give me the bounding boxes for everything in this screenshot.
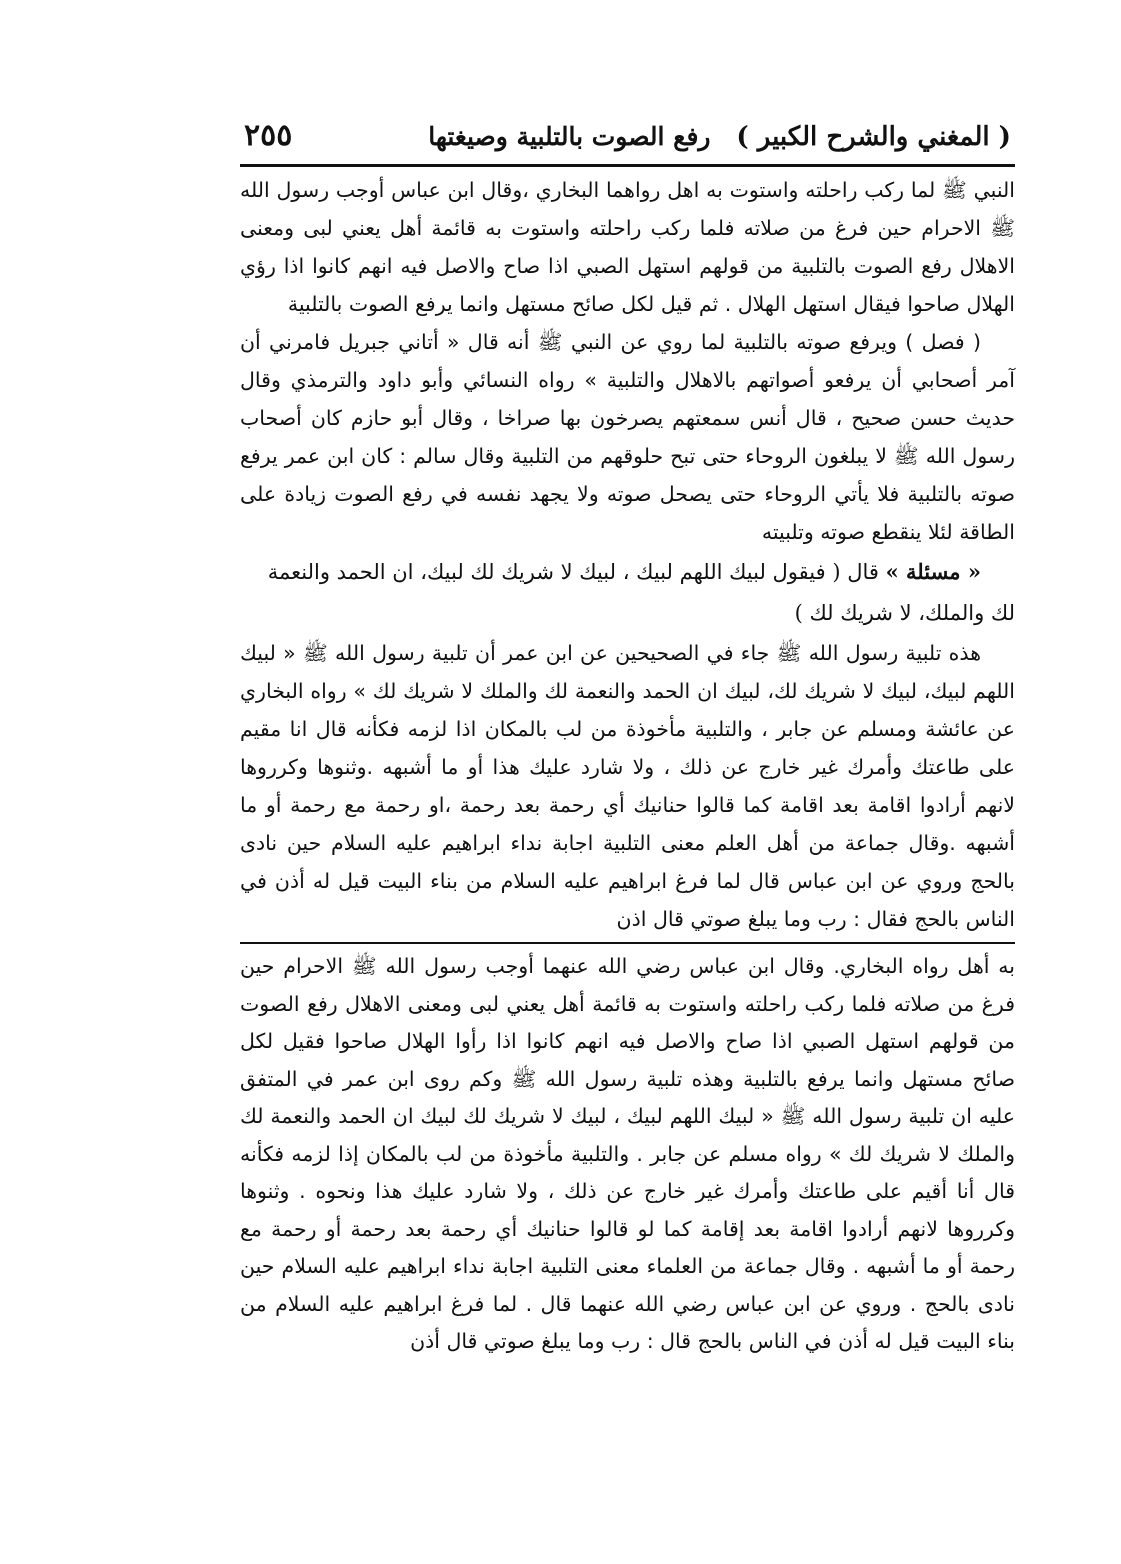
- paragraph-1: النبي ﷺ لما ركب راحلته واستوت به اهل رواهما البخاري ،وقال ابن عباس أوجب رسول الله ﷺ الاحرام حين فرغ من صلاته فلما ركب راحلته واستوت به قائمة أهل يعني لبى ومعنى الاهلال رفع الصوت بالتلبية من قولهم استهل الصبي اذا صاح والاصل فيه انهم كانوا اذا رؤي الهلال صاحوا فيقال استهل الهلال . ثم قيل لكل صائح مستهل وانما يرفع الصوت بالتلبية: [240, 178, 1015, 316]
- masala-marker: « مسئلة »: [885, 559, 981, 584]
- page-number: ٢٥٥: [244, 118, 293, 153]
- section-title: رفع الصوت بالتلبية وصيغتها: [428, 122, 711, 151]
- paragraph-2: ( فصل ) ويرفع صوته بالتلبية لما روي عن النبي ﷺ أنه قال « أتاني جبريل فامرني أن آمر أصحابي أن يرفعو أصواتهم بالاهلال والتلبية » رواه النسائي وأبو داود والترمذي وقال حديث حسن صحيح ، قال أنس سمعتهم يصرخون بها صراخا ، وقال أبو حازم كان أصحاب رسول الله ﷺ لا يبلغون الروحاء حتى تبح حلوقهم من التلبية وقال سالم : كان ابن عمر يرفع صوته بالتلبية فلا يأتي الروحاء حتى يصحل صوته ولا يجهد نفسه في رفع الصوت زيادة على الطاقة لئلا ينقطع صوته وتلبيته: [240, 330, 1015, 544]
- page-header: [240, 118, 1015, 164]
- masala-text: قال ( فيقول لبيك اللهم لبيك ، لبيك لا شريك لك لبيك، ان الحمد والنعمة لك والملك، لا شريك لك ): [267, 560, 1015, 625]
- book-title: ( المغني والشرح الكبير ): [736, 122, 1011, 152]
- masala-block: [240, 551, 1015, 634]
- footnote-text: به أهل رواه البخاري. وقال ابن عباس رضي الله عنهما أوجب رسول الله ﷺ الاحرام حين فرغ من صلاته فلما ركب راحلته واستوت به قائمة أهل يعني لبى ومعنى الاهلال رفع الصوت من قولهم استهل الصبي اذا صاح والاصل فيه انهم كانوا اذا رأوا الهلال صاحوا فقيل لكل صائح مستهل وانما يرفع بالتلبية وهذه تلبية رسول الله ﷺ وكم روى ابن عمر في المتفق عليه ان تلبية رسول الله ﷺ « لبيك اللهم لبيك ، لبيك لا شريك لك لبيك ان الحمد والنعمة لك والملك لا شريك لك » رواه مسلم عن جابر . والتلبية مأخوذة من لب بالمكان إذا لزمه فكأنه قال أنا أقيم على طاعتك وأمرك غير خارج عن ذلك ، ولا شارد عليك هذا ونحوه . وثنوها وكرروها لانهم أرادوا اقامة بعد إقامة كما لو قالوا حنانيك أي رحمة بعد رحمة أو رحمة مع رحمة أو ما أشبهه . وقال جماعة من العلماء معنى التلبية اجابة نداء ابراهيم عليه السلام حين نادى بالحج . وروي عن ابن عباس رضي الله عنهما قال . لما فرغ ابراهيم عليه السلام من بناء البيت قيل له أذن في الناس بالحج قال : رب وما يبلغ صوتي قال أذن: [240, 954, 1015, 1353]
- main-text: [240, 167, 1015, 938]
- footnote-rule: [240, 942, 1015, 944]
- paragraph-3: هذه تلبية رسول الله ﷺ جاء في الصحيحين عن ابن عمر أن تلبية رسول الله ﷺ « لبيك اللهم لبيك، لبيك لا شريك لك، لبيك ان الحمد والنعمة لك والملك لا شريك لك » رواه البخاري عن عائشة ومسلم عن جابر ، والتلبية مأخوذة من لب بالمكان اذا لزمه فكأنه قال انا مقيم على طاعتك وأمرك غير خارج عن ذلك ، ولا شارد عليك هذا أو ما أشبهه .وثنوها وكرروها لانهم أرادوا اقامة بعد اقامة كما قالوا حنانيك أي رحمة بعد رحمة ،او رحمة مع رحمة أو ما أشبهه .وقال جماعة من أهل العلم معنى التلبية اجابة نداء ابراهيم عليه السلام حين نادى بالحج وروي عن ابن عباس قال لما فرغ ابراهيم عليه السلام من بناء البيت قيل له أذن في الناس بالحج فقال : رب وما يبلغ صوتي قال اذن: [240, 641, 1015, 931]
- document-page: [240, 118, 1015, 1361]
